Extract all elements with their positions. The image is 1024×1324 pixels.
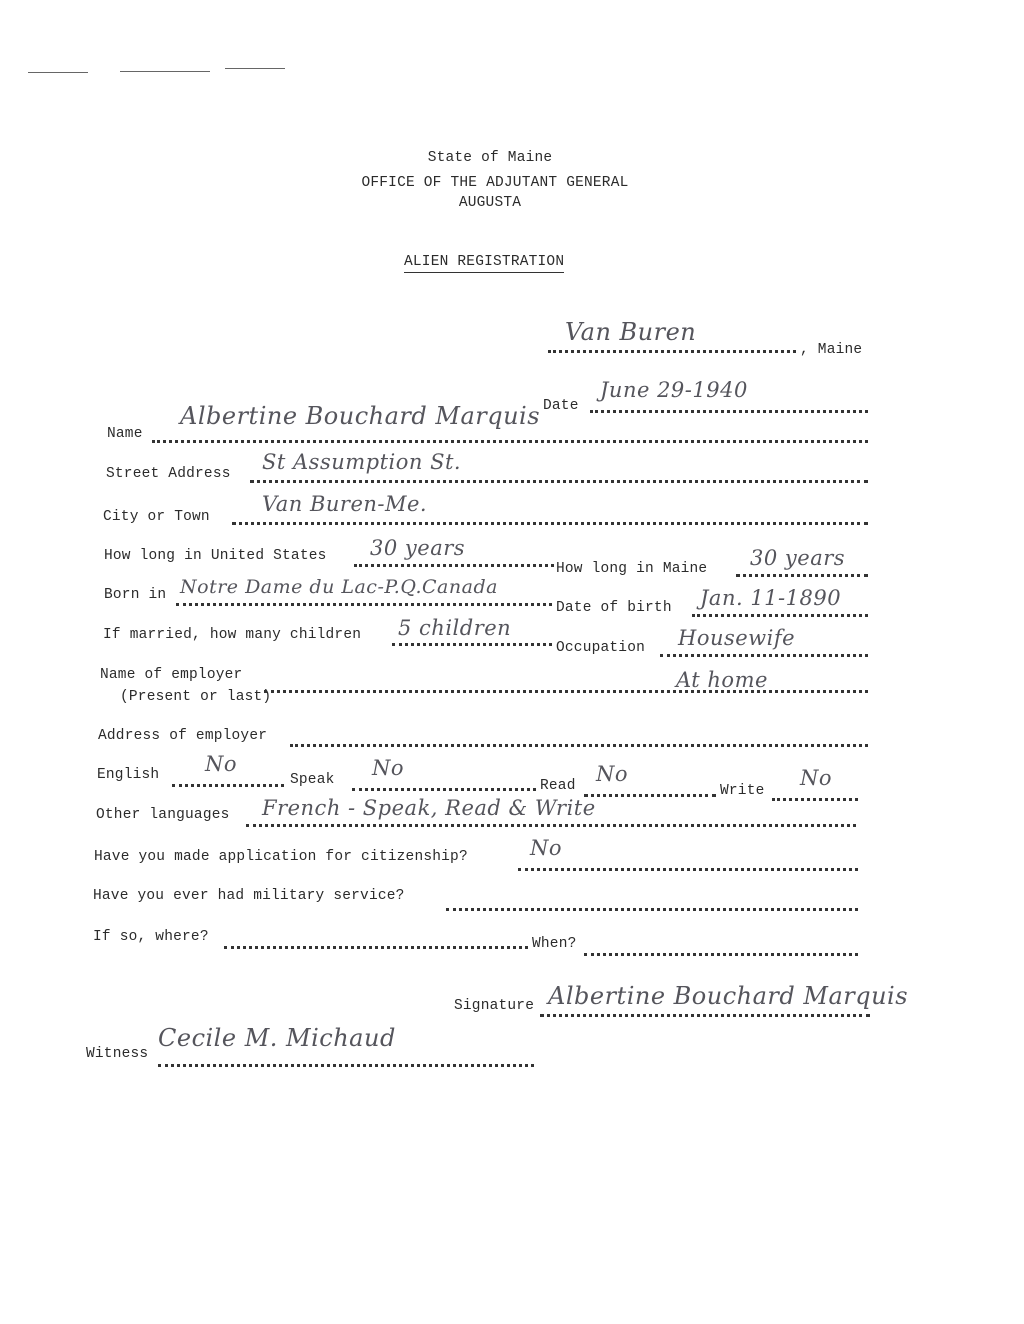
date-line <box>590 410 868 413</box>
signature-label: Signature <box>454 998 535 1014</box>
read-line <box>584 794 716 797</box>
citizenship-line <box>518 868 858 871</box>
speak-label: Speak <box>290 772 335 788</box>
employer-address-line <box>290 744 868 747</box>
name-label: Name <box>107 426 143 442</box>
children-line <box>392 643 552 646</box>
how-long-us-label: How long in United States <box>104 548 327 564</box>
date-label: Date <box>543 398 579 414</box>
occupation-label: Occupation <box>556 640 646 656</box>
write-value: No <box>800 766 833 790</box>
employer-label: Name of employer <box>100 667 243 683</box>
children-value: 5 children <box>398 616 512 640</box>
witness-line <box>158 1064 534 1067</box>
street-line <box>250 480 868 483</box>
read-label: Read <box>540 778 576 794</box>
military-line <box>446 908 858 911</box>
other-languages-label: Other languages <box>96 807 230 823</box>
date-of-birth-label: Date of birth <box>556 600 672 616</box>
witness-label: Witness <box>86 1046 149 1062</box>
city-label: City or Town <box>103 509 210 525</box>
read-value: No <box>596 762 629 786</box>
when-label: When? <box>532 936 577 952</box>
date-of-birth-line <box>692 614 868 617</box>
how-long-us-line <box>354 564 554 567</box>
location-line <box>548 350 796 353</box>
signature-line <box>540 1014 870 1017</box>
city-line <box>232 522 868 525</box>
witness-value: Cecile M. Michaud <box>158 1024 396 1052</box>
location-value: Van Buren <box>565 318 697 346</box>
english-label: English <box>97 767 160 783</box>
date-of-birth-value: Jan. 11-1890 <box>700 586 842 610</box>
employer-address-label: Address of employer <box>98 728 268 744</box>
location-suffix: , Maine <box>800 342 863 358</box>
how-long-us-value: 30 years <box>370 536 466 560</box>
born-in-label: Born in <box>104 587 167 603</box>
signature-value: Albertine Bouchard Marquis <box>548 982 909 1010</box>
speak-value: No <box>372 756 405 780</box>
write-label: Write <box>720 783 765 799</box>
how-long-maine-line <box>736 574 868 577</box>
when-line <box>584 953 858 956</box>
military-label: Have you ever had military service? <box>93 888 405 904</box>
occupation-value: Housewife <box>678 626 796 650</box>
married-label: If married, how many children <box>103 627 362 643</box>
scan-mark <box>120 71 210 72</box>
header-city: AUGUSTA <box>458 195 522 211</box>
employer-line <box>264 690 868 693</box>
other-languages-line <box>246 824 856 827</box>
form-title <box>404 254 564 270</box>
name-line <box>152 440 868 443</box>
name-value: Albertine Bouchard Marquis <box>180 402 541 430</box>
other-languages-value: French - Speak, Read & Write <box>262 796 596 820</box>
write-line <box>772 798 858 801</box>
date-value: June 29-1940 <box>600 378 748 402</box>
citizenship-value: No <box>530 836 563 860</box>
citizenship-label: Have you made application for citizenship? <box>94 849 468 865</box>
how-long-maine-value: 30 years <box>750 546 846 570</box>
form-title-text: ALIEN REGISTRATION <box>404 254 564 273</box>
where-line <box>224 946 528 949</box>
occupation-line <box>660 654 868 657</box>
where-label: If so, where? <box>93 929 209 945</box>
born-in-line <box>176 603 552 606</box>
english-value: No <box>205 752 238 776</box>
street-label: Street Address <box>106 466 231 482</box>
header-office: OFFICE OF THE ADJUTANT GENERAL <box>361 175 629 191</box>
scan-mark <box>225 68 285 69</box>
scan-mark <box>28 72 88 73</box>
english-line <box>172 784 284 787</box>
city-value: Van Buren-Me. <box>262 492 428 516</box>
born-in-value: Notre Dame du Lac-P.Q.Canada <box>180 576 498 598</box>
how-long-maine-label: How long in Maine <box>556 561 708 577</box>
speak-line <box>352 788 536 791</box>
header-state: State of Maine <box>427 150 553 166</box>
street-value: St Assumption St. <box>262 450 462 474</box>
employer-value: At home <box>676 668 768 692</box>
employer-sublabel: (Present or last) <box>120 689 272 705</box>
